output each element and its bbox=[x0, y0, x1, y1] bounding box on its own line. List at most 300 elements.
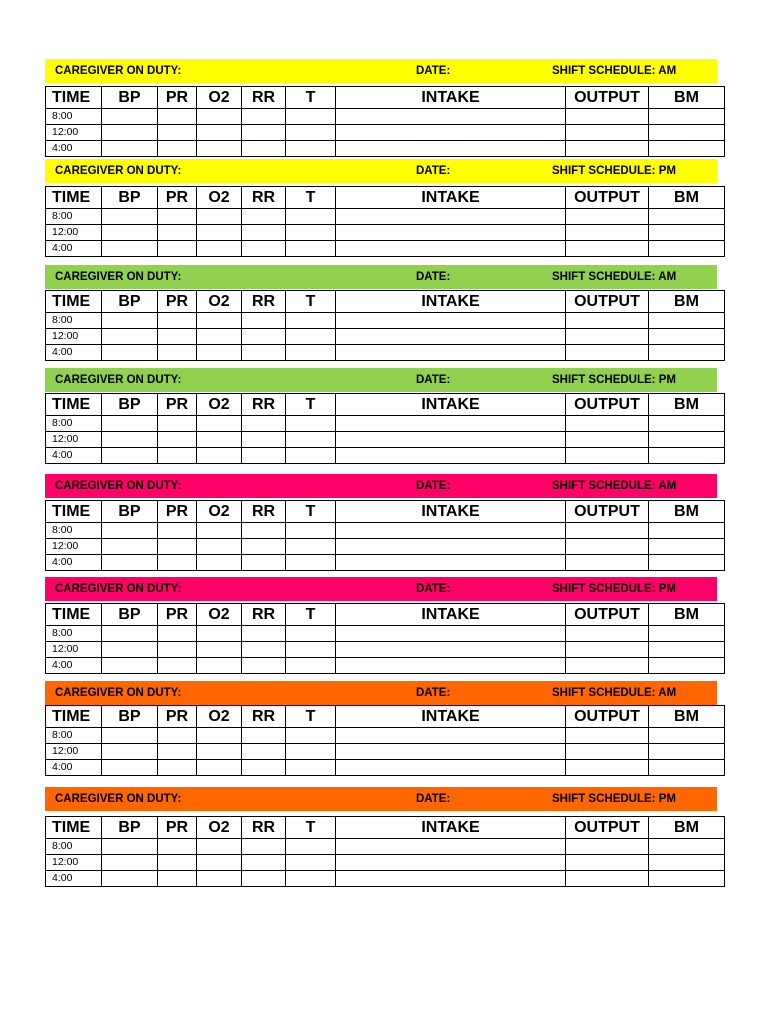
output-cell[interactable] bbox=[566, 642, 649, 658]
t-cell[interactable] bbox=[286, 329, 336, 345]
table-row bbox=[46, 539, 725, 555]
intake-cell[interactable] bbox=[336, 839, 566, 855]
table-row bbox=[46, 839, 725, 855]
o2-cell[interactable] bbox=[197, 125, 242, 141]
intake-cell[interactable] bbox=[336, 728, 566, 744]
column-header-output: OUTPUT bbox=[566, 187, 649, 209]
output-cell[interactable] bbox=[566, 871, 649, 887]
rr-cell[interactable] bbox=[242, 871, 286, 887]
t-cell[interactable] bbox=[286, 728, 336, 744]
time-cell: 4:00 bbox=[46, 871, 102, 887]
o2-cell[interactable] bbox=[197, 225, 242, 241]
time-cell: 8:00 bbox=[46, 523, 102, 539]
bm-cell[interactable] bbox=[649, 448, 725, 464]
bm-cell[interactable] bbox=[649, 109, 725, 125]
output-cell[interactable] bbox=[566, 626, 649, 642]
column-header-pr: PR bbox=[158, 817, 197, 839]
rr-cell[interactable] bbox=[242, 642, 286, 658]
o2-cell[interactable] bbox=[197, 626, 242, 642]
o2-cell[interactable] bbox=[197, 760, 242, 776]
bp-cell[interactable] bbox=[102, 871, 158, 887]
rr-cell[interactable] bbox=[242, 839, 286, 855]
column-header-bp: BP bbox=[102, 187, 158, 209]
column-header-output: OUTPUT bbox=[566, 291, 649, 313]
bm-cell[interactable] bbox=[649, 432, 725, 448]
bp-cell[interactable] bbox=[102, 345, 158, 361]
bp-cell[interactable] bbox=[102, 141, 158, 157]
pr-cell[interactable] bbox=[158, 432, 197, 448]
shift-banner bbox=[45, 159, 717, 183]
o2-cell[interactable] bbox=[197, 658, 242, 674]
column-header-pr: PR bbox=[158, 706, 197, 728]
bp-cell[interactable] bbox=[102, 432, 158, 448]
time-cell: 12:00 bbox=[46, 642, 102, 658]
rr-cell[interactable] bbox=[242, 416, 286, 432]
intake-cell[interactable] bbox=[336, 523, 566, 539]
output-cell[interactable] bbox=[566, 225, 649, 241]
t-cell[interactable] bbox=[286, 209, 336, 225]
intake-cell[interactable] bbox=[336, 432, 566, 448]
column-header-o2: O2 bbox=[197, 187, 242, 209]
column-header-bp: BP bbox=[102, 291, 158, 313]
table-row bbox=[46, 225, 725, 241]
rr-cell[interactable] bbox=[242, 728, 286, 744]
o2-cell[interactable] bbox=[197, 642, 242, 658]
pr-cell[interactable] bbox=[158, 855, 197, 871]
date-label: DATE: bbox=[416, 271, 451, 283]
rr-cell[interactable] bbox=[242, 539, 286, 555]
o2-cell[interactable] bbox=[197, 109, 242, 125]
bp-cell[interactable] bbox=[102, 626, 158, 642]
rr-cell[interactable] bbox=[242, 109, 286, 125]
date-label: DATE: bbox=[416, 687, 451, 699]
vitals-table bbox=[45, 86, 725, 157]
output-cell[interactable] bbox=[566, 125, 649, 141]
shift-schedule-label: SHIFT SCHEDULE: PM bbox=[552, 165, 676, 177]
t-cell[interactable] bbox=[286, 345, 336, 361]
column-header-intake: INTAKE bbox=[336, 706, 566, 728]
bp-cell[interactable] bbox=[102, 658, 158, 674]
vitals-table bbox=[45, 603, 725, 674]
intake-cell[interactable] bbox=[336, 313, 566, 329]
column-header-pr: PR bbox=[158, 87, 197, 109]
o2-cell[interactable] bbox=[197, 313, 242, 329]
pr-cell[interactable] bbox=[158, 225, 197, 241]
o2-cell[interactable] bbox=[197, 345, 242, 361]
table-row bbox=[46, 345, 725, 361]
bp-cell[interactable] bbox=[102, 760, 158, 776]
time-cell: 4:00 bbox=[46, 448, 102, 464]
column-header-pr: PR bbox=[158, 291, 197, 313]
column-header-intake: INTAKE bbox=[336, 604, 566, 626]
vitals-table bbox=[45, 186, 725, 257]
intake-cell[interactable] bbox=[336, 855, 566, 871]
pr-cell[interactable] bbox=[158, 209, 197, 225]
table-row bbox=[46, 855, 725, 871]
intake-cell[interactable] bbox=[336, 225, 566, 241]
table-row bbox=[46, 642, 725, 658]
output-cell[interactable] bbox=[566, 109, 649, 125]
column-header-rr: RR bbox=[242, 291, 286, 313]
shift-banner bbox=[45, 59, 717, 83]
header-row bbox=[46, 817, 725, 839]
bm-cell[interactable] bbox=[649, 539, 725, 555]
bm-cell[interactable] bbox=[649, 855, 725, 871]
pr-cell[interactable] bbox=[158, 345, 197, 361]
output-cell[interactable] bbox=[566, 329, 649, 345]
column-header-pr: PR bbox=[158, 604, 197, 626]
time-cell: 8:00 bbox=[46, 416, 102, 432]
bm-cell[interactable] bbox=[649, 241, 725, 257]
bp-cell[interactable] bbox=[102, 555, 158, 571]
column-header-bp: BP bbox=[102, 706, 158, 728]
column-header-t: T bbox=[286, 87, 336, 109]
bp-cell[interactable] bbox=[102, 642, 158, 658]
bp-cell[interactable] bbox=[102, 523, 158, 539]
pr-cell[interactable] bbox=[158, 839, 197, 855]
bp-cell[interactable] bbox=[102, 839, 158, 855]
shift-banner bbox=[45, 787, 717, 811]
vitals-table bbox=[45, 290, 725, 361]
o2-cell[interactable] bbox=[197, 416, 242, 432]
column-header-rr: RR bbox=[242, 394, 286, 416]
o2-cell[interactable] bbox=[197, 539, 242, 555]
time-cell: 4:00 bbox=[46, 555, 102, 571]
pr-cell[interactable] bbox=[158, 555, 197, 571]
output-cell[interactable] bbox=[566, 432, 649, 448]
output-cell[interactable] bbox=[566, 539, 649, 555]
bp-cell[interactable] bbox=[102, 744, 158, 760]
bp-cell[interactable] bbox=[102, 125, 158, 141]
t-cell[interactable] bbox=[286, 313, 336, 329]
time-cell: 4:00 bbox=[46, 345, 102, 361]
table-row bbox=[46, 432, 725, 448]
t-cell[interactable] bbox=[286, 626, 336, 642]
table-row bbox=[46, 626, 725, 642]
intake-cell[interactable] bbox=[336, 209, 566, 225]
column-header-intake: INTAKE bbox=[336, 87, 566, 109]
column-header-o2: O2 bbox=[197, 501, 242, 523]
bm-cell[interactable] bbox=[649, 760, 725, 776]
column-header-pr: PR bbox=[158, 187, 197, 209]
output-cell[interactable] bbox=[566, 555, 649, 571]
t-cell[interactable] bbox=[286, 744, 336, 760]
column-header-output: OUTPUT bbox=[566, 87, 649, 109]
intake-cell[interactable] bbox=[336, 329, 566, 345]
shift-schedule-label: SHIFT SCHEDULE: AM bbox=[552, 480, 677, 492]
time-cell: 4:00 bbox=[46, 760, 102, 776]
o2-cell[interactable] bbox=[197, 871, 242, 887]
pr-cell[interactable] bbox=[158, 728, 197, 744]
intake-cell[interactable] bbox=[336, 125, 566, 141]
pr-cell[interactable] bbox=[158, 141, 197, 157]
bm-cell[interactable] bbox=[649, 225, 725, 241]
output-cell[interactable] bbox=[566, 839, 649, 855]
column-header-rr: RR bbox=[242, 817, 286, 839]
column-header-o2: O2 bbox=[197, 817, 242, 839]
t-cell[interactable] bbox=[286, 416, 336, 432]
rr-cell[interactable] bbox=[242, 209, 286, 225]
output-cell[interactable] bbox=[566, 313, 649, 329]
column-header-rr: RR bbox=[242, 87, 286, 109]
rr-cell[interactable] bbox=[242, 125, 286, 141]
intake-cell[interactable] bbox=[336, 416, 566, 432]
column-header-bp: BP bbox=[102, 87, 158, 109]
time-cell: 8:00 bbox=[46, 209, 102, 225]
rr-cell[interactable] bbox=[242, 432, 286, 448]
pr-cell[interactable] bbox=[158, 626, 197, 642]
time-cell: 12:00 bbox=[46, 744, 102, 760]
intake-cell[interactable] bbox=[336, 871, 566, 887]
t-cell[interactable] bbox=[286, 760, 336, 776]
shift-schedule-label: SHIFT SCHEDULE: PM bbox=[552, 583, 676, 595]
t-cell[interactable] bbox=[286, 125, 336, 141]
o2-cell[interactable] bbox=[197, 432, 242, 448]
header-row bbox=[46, 394, 725, 416]
pr-cell[interactable] bbox=[158, 871, 197, 887]
time-cell: 8:00 bbox=[46, 109, 102, 125]
intake-cell[interactable] bbox=[336, 141, 566, 157]
rr-cell[interactable] bbox=[242, 241, 286, 257]
bm-cell[interactable] bbox=[649, 141, 725, 157]
column-header-bm: BM bbox=[649, 706, 725, 728]
column-header-t: T bbox=[286, 394, 336, 416]
output-cell[interactable] bbox=[566, 658, 649, 674]
date-label: DATE: bbox=[416, 583, 451, 595]
rr-cell[interactable] bbox=[242, 225, 286, 241]
bm-cell[interactable] bbox=[649, 209, 725, 225]
column-header-o2: O2 bbox=[197, 87, 242, 109]
rr-cell[interactable] bbox=[242, 329, 286, 345]
column-header-intake: INTAKE bbox=[336, 291, 566, 313]
bp-cell[interactable] bbox=[102, 855, 158, 871]
rr-cell[interactable] bbox=[242, 658, 286, 674]
header-row bbox=[46, 604, 725, 626]
caregiver-label: CAREGIVER ON DUTY: bbox=[55, 165, 182, 177]
bp-cell[interactable] bbox=[102, 539, 158, 555]
intake-cell[interactable] bbox=[336, 539, 566, 555]
rr-cell[interactable] bbox=[242, 345, 286, 361]
table-row bbox=[46, 744, 725, 760]
pr-cell[interactable] bbox=[158, 642, 197, 658]
bp-cell[interactable] bbox=[102, 209, 158, 225]
o2-cell[interactable] bbox=[197, 728, 242, 744]
bm-cell[interactable] bbox=[649, 728, 725, 744]
date-label: DATE: bbox=[416, 165, 451, 177]
column-header-t: T bbox=[286, 291, 336, 313]
rr-cell[interactable] bbox=[242, 523, 286, 539]
output-cell[interactable] bbox=[566, 345, 649, 361]
time-cell: 12:00 bbox=[46, 329, 102, 345]
output-cell[interactable] bbox=[566, 523, 649, 539]
rr-cell[interactable] bbox=[242, 141, 286, 157]
time-cell: 4:00 bbox=[46, 141, 102, 157]
time-cell: 12:00 bbox=[46, 432, 102, 448]
bm-cell[interactable] bbox=[649, 744, 725, 760]
header-row bbox=[46, 291, 725, 313]
output-cell[interactable] bbox=[566, 855, 649, 871]
bm-cell[interactable] bbox=[649, 523, 725, 539]
intake-cell[interactable] bbox=[336, 642, 566, 658]
o2-cell[interactable] bbox=[197, 209, 242, 225]
column-header-time: TIME bbox=[46, 394, 102, 416]
output-cell[interactable] bbox=[566, 141, 649, 157]
output-cell[interactable] bbox=[566, 241, 649, 257]
t-cell[interactable] bbox=[286, 871, 336, 887]
column-header-output: OUTPUT bbox=[566, 604, 649, 626]
bp-cell[interactable] bbox=[102, 416, 158, 432]
caregiver-label: CAREGIVER ON DUTY: bbox=[55, 374, 182, 386]
rr-cell[interactable] bbox=[242, 744, 286, 760]
output-cell[interactable] bbox=[566, 760, 649, 776]
rr-cell[interactable] bbox=[242, 760, 286, 776]
column-header-bp: BP bbox=[102, 604, 158, 626]
t-cell[interactable] bbox=[286, 642, 336, 658]
table-row bbox=[46, 313, 725, 329]
t-cell[interactable] bbox=[286, 539, 336, 555]
intake-cell[interactable] bbox=[336, 744, 566, 760]
intake-cell[interactable] bbox=[336, 760, 566, 776]
table-row bbox=[46, 109, 725, 125]
rr-cell[interactable] bbox=[242, 448, 286, 464]
pr-cell[interactable] bbox=[158, 523, 197, 539]
bm-cell[interactable] bbox=[649, 839, 725, 855]
bp-cell[interactable] bbox=[102, 329, 158, 345]
date-label: DATE: bbox=[416, 480, 451, 492]
table-row bbox=[46, 760, 725, 776]
column-header-bm: BM bbox=[649, 87, 725, 109]
t-cell[interactable] bbox=[286, 109, 336, 125]
pr-cell[interactable] bbox=[158, 125, 197, 141]
o2-cell[interactable] bbox=[197, 329, 242, 345]
shift-banner bbox=[45, 368, 717, 392]
caregiver-label: CAREGIVER ON DUTY: bbox=[55, 65, 182, 77]
bp-cell[interactable] bbox=[102, 728, 158, 744]
bm-cell[interactable] bbox=[649, 642, 725, 658]
pr-cell[interactable] bbox=[158, 329, 197, 345]
pr-cell[interactable] bbox=[158, 760, 197, 776]
time-cell: 8:00 bbox=[46, 728, 102, 744]
bm-cell[interactable] bbox=[649, 345, 725, 361]
bm-cell[interactable] bbox=[649, 658, 725, 674]
bp-cell[interactable] bbox=[102, 109, 158, 125]
intake-cell[interactable] bbox=[336, 345, 566, 361]
output-cell[interactable] bbox=[566, 416, 649, 432]
o2-cell[interactable] bbox=[197, 241, 242, 257]
t-cell[interactable] bbox=[286, 432, 336, 448]
intake-cell[interactable] bbox=[336, 241, 566, 257]
pr-cell[interactable] bbox=[158, 658, 197, 674]
t-cell[interactable] bbox=[286, 839, 336, 855]
rr-cell[interactable] bbox=[242, 626, 286, 642]
pr-cell[interactable] bbox=[158, 109, 197, 125]
column-header-o2: O2 bbox=[197, 291, 242, 313]
caregiver-label: CAREGIVER ON DUTY: bbox=[55, 687, 182, 699]
column-header-time: TIME bbox=[46, 817, 102, 839]
t-cell[interactable] bbox=[286, 225, 336, 241]
o2-cell[interactable] bbox=[197, 839, 242, 855]
header-row bbox=[46, 87, 725, 109]
column-header-time: TIME bbox=[46, 187, 102, 209]
bm-cell[interactable] bbox=[649, 555, 725, 571]
shift-schedule-label: SHIFT SCHEDULE: AM bbox=[552, 687, 677, 699]
t-cell[interactable] bbox=[286, 241, 336, 257]
t-cell[interactable] bbox=[286, 448, 336, 464]
bp-cell[interactable] bbox=[102, 313, 158, 329]
t-cell[interactable] bbox=[286, 523, 336, 539]
bm-cell[interactable] bbox=[649, 416, 725, 432]
o2-cell[interactable] bbox=[197, 555, 242, 571]
bm-cell[interactable] bbox=[649, 125, 725, 141]
pr-cell[interactable] bbox=[158, 744, 197, 760]
shift-banner bbox=[45, 577, 717, 601]
intake-cell[interactable] bbox=[336, 555, 566, 571]
table-row bbox=[46, 241, 725, 257]
output-cell[interactable] bbox=[566, 744, 649, 760]
intake-cell[interactable] bbox=[336, 109, 566, 125]
time-cell: 12:00 bbox=[46, 539, 102, 555]
output-cell[interactable] bbox=[566, 728, 649, 744]
caregiver-label: CAREGIVER ON DUTY: bbox=[55, 271, 182, 283]
shift-schedule-label: SHIFT SCHEDULE: AM bbox=[552, 65, 677, 77]
column-header-bp: BP bbox=[102, 501, 158, 523]
output-cell[interactable] bbox=[566, 448, 649, 464]
table-row bbox=[46, 209, 725, 225]
intake-cell[interactable] bbox=[336, 448, 566, 464]
t-cell[interactable] bbox=[286, 658, 336, 674]
column-header-rr: RR bbox=[242, 604, 286, 626]
t-cell[interactable] bbox=[286, 555, 336, 571]
table-row bbox=[46, 658, 725, 674]
o2-cell[interactable] bbox=[197, 744, 242, 760]
o2-cell[interactable] bbox=[197, 141, 242, 157]
o2-cell[interactable] bbox=[197, 448, 242, 464]
vitals-table bbox=[45, 705, 725, 776]
bp-cell[interactable] bbox=[102, 225, 158, 241]
pr-cell[interactable] bbox=[158, 539, 197, 555]
time-cell: 4:00 bbox=[46, 658, 102, 674]
pr-cell[interactable] bbox=[158, 313, 197, 329]
intake-cell[interactable] bbox=[336, 658, 566, 674]
rr-cell[interactable] bbox=[242, 555, 286, 571]
rr-cell[interactable] bbox=[242, 313, 286, 329]
o2-cell[interactable] bbox=[197, 855, 242, 871]
table-row bbox=[46, 728, 725, 744]
bp-cell[interactable] bbox=[102, 241, 158, 257]
o2-cell[interactable] bbox=[197, 523, 242, 539]
date-label: DATE: bbox=[416, 374, 451, 386]
bp-cell[interactable] bbox=[102, 448, 158, 464]
pr-cell[interactable] bbox=[158, 448, 197, 464]
bm-cell[interactable] bbox=[649, 626, 725, 642]
bm-cell[interactable] bbox=[649, 871, 725, 887]
column-header-rr: RR bbox=[242, 501, 286, 523]
intake-cell[interactable] bbox=[336, 626, 566, 642]
pr-cell[interactable] bbox=[158, 241, 197, 257]
pr-cell[interactable] bbox=[158, 416, 197, 432]
t-cell[interactable] bbox=[286, 855, 336, 871]
column-header-bp: BP bbox=[102, 817, 158, 839]
bm-cell[interactable] bbox=[649, 329, 725, 345]
table-row bbox=[46, 523, 725, 539]
t-cell[interactable] bbox=[286, 141, 336, 157]
column-header-time: TIME bbox=[46, 706, 102, 728]
output-cell[interactable] bbox=[566, 209, 649, 225]
time-cell: 8:00 bbox=[46, 839, 102, 855]
column-header-pr: PR bbox=[158, 394, 197, 416]
bm-cell[interactable] bbox=[649, 313, 725, 329]
rr-cell[interactable] bbox=[242, 855, 286, 871]
